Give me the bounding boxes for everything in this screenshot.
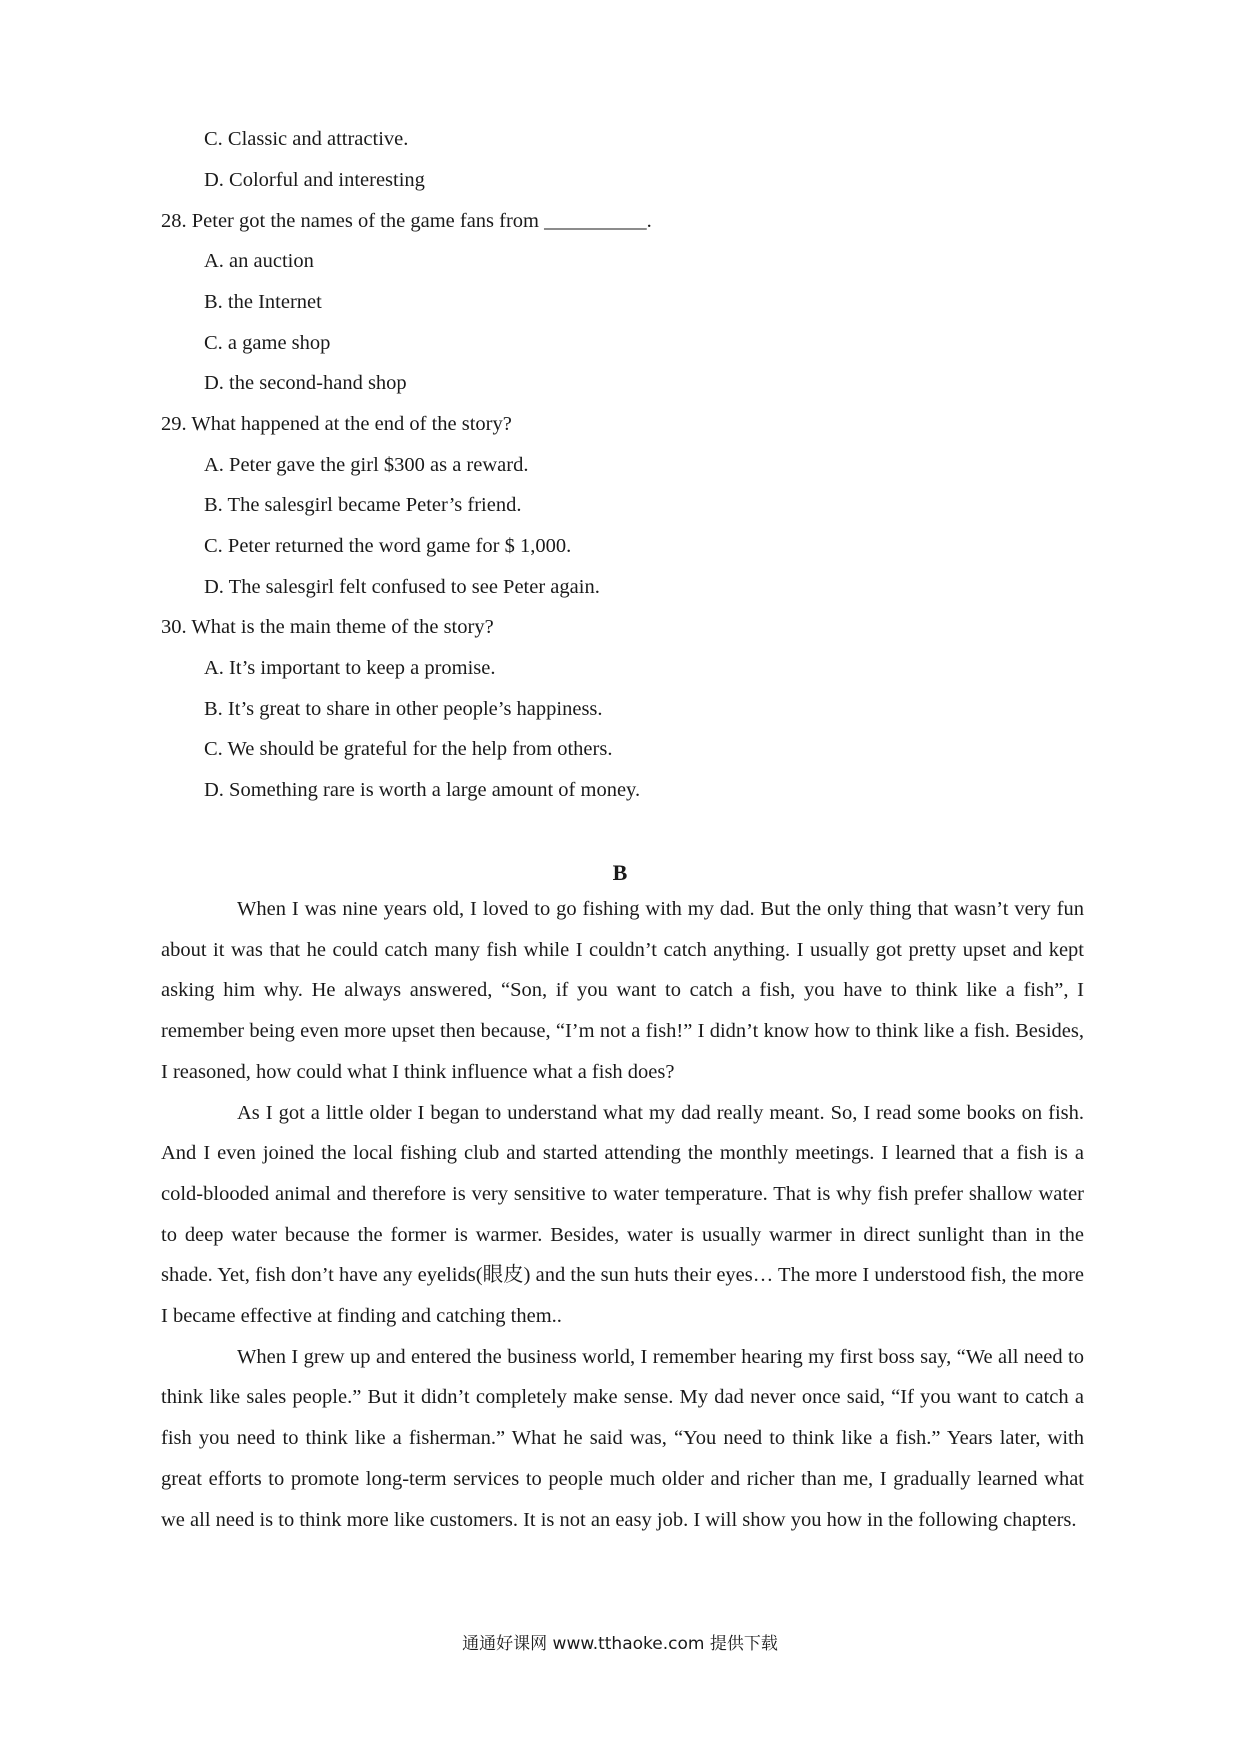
passage-b xyxy=(161,889,1084,1540)
option-29b: B. The salesgirl became Peter’s friend. xyxy=(204,494,522,516)
option-28b: B. the Internet xyxy=(204,291,322,313)
option-30c: C. We should be grateful for the help from others. xyxy=(204,738,613,760)
option-29c: C. Peter returned the word game for $ 1,000. xyxy=(204,535,572,557)
paragraph-2: As I got a little older I began to understand what my dad really meant. So, I read some books on fish. And I even joined the local fishing club and started attending the monthly meetings. I learned that a fish is a cold-blooded animal and therefore is very sensitive to water temperature. That is why fish prefer shallow water to deep water because the former is warmer. Besides, water is usually warmer in direct sunlight than in the shade. Yet, fish don’t have any eyelids(眼皮) and the sun huts their eyes… The more I understood fish, the more I became effective at finding and catching them.. xyxy=(161,1101,1084,1328)
option-30a: A. It’s important to keep a promise. xyxy=(204,657,496,679)
section-title: B xyxy=(612,860,628,885)
option-28c: C. a game shop xyxy=(204,332,331,354)
option-29d: D. The salesgirl felt confused to see Peter again. xyxy=(204,576,600,598)
option-28a: A. an auction xyxy=(204,250,314,272)
option-28d: D. the second-hand shop xyxy=(204,372,407,394)
option-27c: C. Classic and attractive. xyxy=(204,128,409,150)
option-27d: D. Colorful and interesting xyxy=(204,169,425,191)
paragraph-3: When I grew up and entered the business world, I remember hearing my first boss say, “We all need to think like sales people.” But it didn’t completely make sense. My dad never once said, “If you want to catch a fish you need to think like a fisherman.” What he said was, “You need to think like a fish.” Years later, with great efforts to promote long-term services to people much older and richer than me, I gradually learned what we all need is to think more like customers. It is not an easy job. I will show you how in the following chapters. xyxy=(161,1345,1084,1531)
question-29: 29. What happened at the end of the story? xyxy=(161,413,512,435)
footer-watermark: 通通好课网 www.tthaoke.com 提供下载 xyxy=(462,1634,778,1654)
question-28: 28. Peter got the names of the game fans from __________. xyxy=(161,210,652,232)
question-30: 30. What is the main theme of the story? xyxy=(161,616,494,638)
option-30d: D. Something rare is worth a large amount of money. xyxy=(204,779,641,801)
option-29a: A. Peter gave the girl $300 as a reward. xyxy=(204,454,529,476)
paragraph-1: When I was nine years old, I loved to go fishing with my dad. But the only thing that wasn’t very fun about it was that he could catch many fish while I couldn’t catch anything. I usually got pretty upset and kept asking him why. He always answered, “Son, if you want to catch a fish, you have to think like a fish”, I remember being even more upset then because, “I’m not a fish!” I didn’t know how to think like a fish. Besides, I reasoned, how could what I think influence what a fish does? xyxy=(161,898,1084,1083)
option-30b: B. It’s great to share in other people’s happiness. xyxy=(204,698,603,720)
